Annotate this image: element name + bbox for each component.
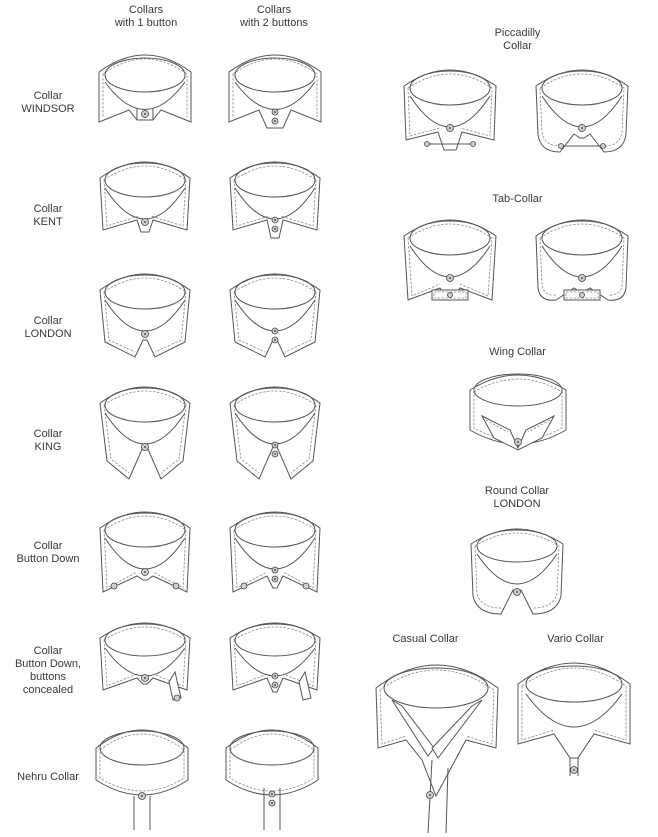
- row-label-windsor: Collar WINDSOR: [21, 90, 75, 115]
- collar-casual: [372, 648, 502, 833]
- label-casual-collar: Casual Collar: [392, 633, 459, 645]
- row-label-button-down: Collar Button Down: [16, 540, 80, 565]
- row-label-kent: Collar KENT: [33, 203, 63, 228]
- label-round-collar: Round Collar LONDON: [484, 485, 550, 510]
- collar-london-one-button: [95, 262, 195, 362]
- collar-king-one-button: [95, 375, 195, 485]
- collar-windsor-two-buttons: [225, 42, 325, 137]
- collar-button-down-concealed-one-button: [95, 612, 195, 707]
- collar-vario: [514, 648, 634, 778]
- collar-piccadilly-a: [400, 58, 500, 158]
- label-vario-collar: Vario Collar: [547, 633, 604, 645]
- label-piccadilly: Piccadilly Collar: [494, 27, 541, 52]
- collar-button-down-one-button: [95, 500, 195, 605]
- collar-round-london: [467, 518, 567, 620]
- collar-wing: [466, 362, 571, 460]
- collar-london-two-buttons: [225, 262, 325, 362]
- collar-tab-a: [400, 208, 500, 308]
- collar-kent-two-buttons: [225, 150, 325, 245]
- collar-king-two-buttons: [225, 375, 325, 485]
- collar-tab-b: [532, 208, 632, 308]
- collar-nehru-one-button: [92, 718, 192, 833]
- collar-button-down-two-buttons: [225, 500, 325, 605]
- collar-piccadilly-b: [532, 58, 632, 158]
- collar-nehru-two-buttons: [222, 718, 322, 833]
- row-label-nehru: Nehru Collar: [17, 771, 79, 783]
- label-tab-collar: Tab-Collar: [492, 193, 543, 205]
- row-label-button-down-concealed: Collar Button Down, buttons concealed: [14, 645, 82, 696]
- column-header-two-buttons: Collars with 2 buttons: [240, 4, 308, 29]
- collar-windsor-one-button: [95, 42, 195, 137]
- collar-kent-one-button: [95, 150, 195, 245]
- collar-button-down-concealed-two-buttons: [225, 612, 325, 707]
- row-label-king: Collar KING: [33, 428, 63, 453]
- column-header-one-button: Collars with 1 button: [114, 4, 178, 29]
- row-label-london: Collar LONDON: [24, 315, 72, 340]
- label-wing-collar: Wing Collar: [489, 346, 546, 358]
